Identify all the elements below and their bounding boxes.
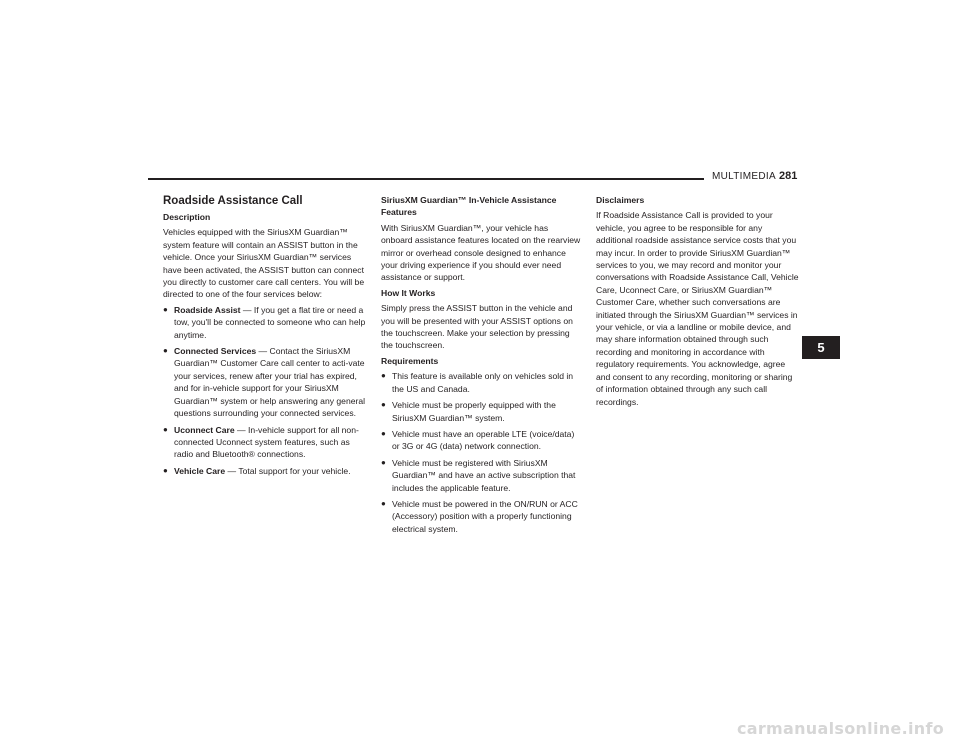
how-it-works-paragraph: Simply press the ASSIST button in the vehicle and you will be presented with your ASSIST options on the touchscreen. Make your selection by pressing the touchscreen. <box>381 303 573 351</box>
services-list <box>163 304 368 477</box>
list-item-term: Uconnect Care <box>174 424 235 435</box>
how-it-works-heading: How It Works <box>381 287 436 298</box>
list-item <box>381 370 581 395</box>
bullet-icon: ● <box>163 424 168 434</box>
list-item-text: Vehicle must be properly equipped with the SiriusXM Guardian™ system. <box>392 400 556 423</box>
list-item <box>163 424 368 461</box>
list-item <box>381 399 581 424</box>
list-item <box>381 457 581 494</box>
list-item-text: Vehicle must be powered in the ON/RUN or ACC (Accessory) position with a properly functioning electrical system. <box>392 498 578 534</box>
bullet-icon: ● <box>381 457 386 467</box>
bullet-icon: ● <box>163 304 168 314</box>
bullet-icon: ● <box>163 346 168 356</box>
features-paragraph: With SiriusXM Guardian™, your vehicle has onboard assistance features located on the rearview mirror or overhead console designed to enhance your driving experience if you should ever need assistance or support. <box>381 222 581 283</box>
list-item-text: — In-vehicle support for all non-connected Uconnect system features, such as radio and Bluetooth® connections. <box>174 424 359 460</box>
column-3 <box>596 194 799 411</box>
list-item-text: — Contact the SiriusXM Guardian™ Customer Care call center to acti-vate your services, renew after your trial has expired, and for in-vehicle support for your SiriusXM Guardian™ system or help answering any general questions surrounding your connected services. <box>174 346 366 419</box>
list-item-text: — If you get a flat tire or need a tow, you'll be connected to someone who can help anytime. <box>174 304 366 340</box>
list-item <box>381 428 581 453</box>
features-heading: SiriusXM Guardian™ In-Vehicle Assistance Features <box>381 195 557 218</box>
bullet-icon: ● <box>381 428 386 438</box>
list-item <box>163 465 368 477</box>
list-item-term: Roadside Assist <box>174 304 241 315</box>
description-heading: Description <box>163 212 211 222</box>
description-paragraph: Vehicles equipped with the SiriusXM Guardian™ system feature will contain an ASSIST button in the vehicle. Once your SiriusXM Guardian™ services have been activated, the ASSIST button can connect you directly to customer care call centers. You will be directed to one of the four services below: <box>163 227 365 300</box>
bullet-icon: ● <box>381 498 386 508</box>
requirements-heading: Requirements <box>381 355 439 366</box>
page-number: 281 <box>779 170 798 182</box>
section-title: Roadside Assistance Call <box>163 195 303 207</box>
header-section-title: MULTIMEDIA <box>712 171 776 182</box>
column-1 <box>163 194 368 481</box>
list-item <box>381 498 581 535</box>
list-item <box>163 345 368 419</box>
list-item-term: Connected Services <box>174 346 257 357</box>
column-2 <box>381 194 581 539</box>
chapter-tab: 5 <box>802 336 840 359</box>
list-item <box>163 304 368 341</box>
list-item-text: Vehicle must be registered with SiriusXM Guardian™ and have an active subscription that includes the applicable feature. <box>392 457 576 493</box>
disclaimers-paragraph: If Roadside Assistance Call is provided to your vehicle, you agree to be responsible for any additional roadside assistance service costs that you may incur. In order to provide SiriusXM Guardian™ services to you, we may record and monitor your conversations with Roadside Assistance Call, Vehicle Care, Uconnect Care, or SiriusXM Guardian™ Customer Care, whether such conversations are initiated through the SiriusXM Guardian™ services in your vehicle, or via a landline or mobile device, and may share information obtained through such recording and monitoring in accordance with regulatory requirements. You acknowledge, agree and consent to any recording, monitoring or sharing of information obtained through any such call recordings. <box>596 210 799 407</box>
list-item-text: Vehicle must have an operable LTE (voice/data) or 3G or 4G (data) network connection. <box>392 428 575 452</box>
disclaimers-heading: Disclaimers <box>596 195 645 205</box>
bullet-icon: ● <box>381 371 386 381</box>
list-item-term: Vehicle Care <box>174 465 226 476</box>
requirements-list <box>381 370 581 535</box>
watermark: carmanualsonline.info <box>736 719 944 738</box>
bullet-icon: ● <box>163 465 168 475</box>
list-item-text: — Total support for your vehicle. <box>225 465 351 476</box>
list-item-text: This feature is available only on vehicles sold in the US and Canada. <box>392 371 574 394</box>
header-rule <box>148 178 704 180</box>
bullet-icon: ● <box>381 400 386 410</box>
